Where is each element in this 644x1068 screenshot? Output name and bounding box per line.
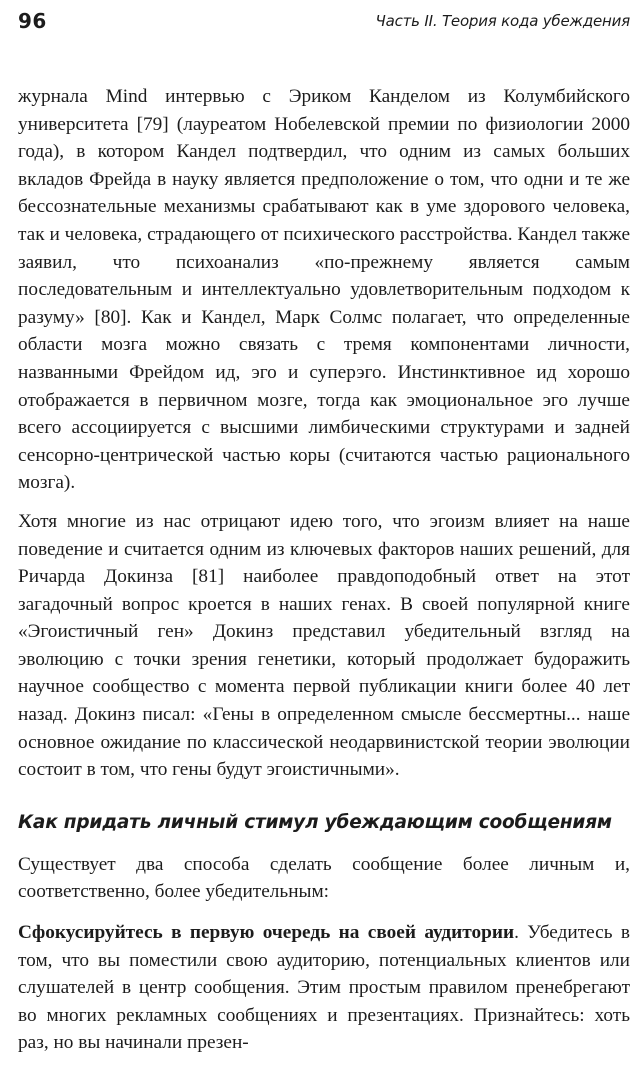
running-head: [18, 0, 630, 44]
paragraph-dawkins: Хотя многие из нас отрицают идею того, что эгоизм влияет на наше поведение и считается одним из ключевых факторов наших решений, для Ричарда Докинза [81] наиболее правдоподобный ответ на этот загадочный вопрос кроется в наших генах. В своей популярной книге «Эгоистичный ген» Докинз представил убедительный взгляд на эволюцию с точки зрения генетики, который продолжает будоражить научное сообщество с момента первой публикации книги более 40 лет назад. Докинз писал: «Гены в определенном смысле бессмертны... наше основное ожидание по классической неодарвинистской теории эволюции состоит в том, что гены будут эгоистичными».: [18, 510, 630, 781]
section-subheading: Как придать личный стимул убеждающим сообщениям: [18, 811, 612, 833]
running-head-title: Часть II. Теория кода убеждения: [375, 12, 630, 30]
book-page: [18, 0, 630, 1068]
paragraph-body: . Убедитесь в том, что вы поместили свою аудиторию, потенциальных клиентов или слушателей в центр сообщения. Этим простым правилом пренебрегают во многих рекламных сообщениях и презентациях. Признайтесь: хоть раз, но вы начинали презен-: [18, 922, 630, 1054]
page-number: 96: [18, 9, 47, 33]
paragraph-focus-audience: [18, 919, 630, 1057]
paragraph-two-ways: Существует два способа сделать сообщение более личным и, соответственно, более убедительным:: [18, 853, 630, 903]
paragraph-kandel: журнала Mind интервью с Эриком Канделом из Колумбийского университета [79] (лауреатом Нобелевской премии по физиологии 2000 года), в котором Кандел подтвердил, что одним из самых больших вкладов Фрейда в науку является предположение о том, что одни и те же бессознательные механизмы срабатывают как в уме здорового человека, так и человека, страдающего от психического расстройства. Кандел также заявил, что психоанализ «по-прежнему является самым последовательным и интеллектуально удовлетворительным подходом к разуму» [80]. Как и Кандел, Марк Солмс полагает, что определенные области мозга можно связать с тремя компонентами личности, названными Фрейдом ид, эго и суперэго. Инстинктивное ид хорошо отображается в первичном мозге, тогда как эмоциональное эго лучше всего ассоциируется с высшими лимбическими структурами и задней сенсорно-центрической частью коры (считаются частью рационального мозга).: [18, 86, 630, 494]
paragraph-lead-bold: Сфокусируйтесь в первую очередь на своей аудитории: [18, 922, 515, 944]
